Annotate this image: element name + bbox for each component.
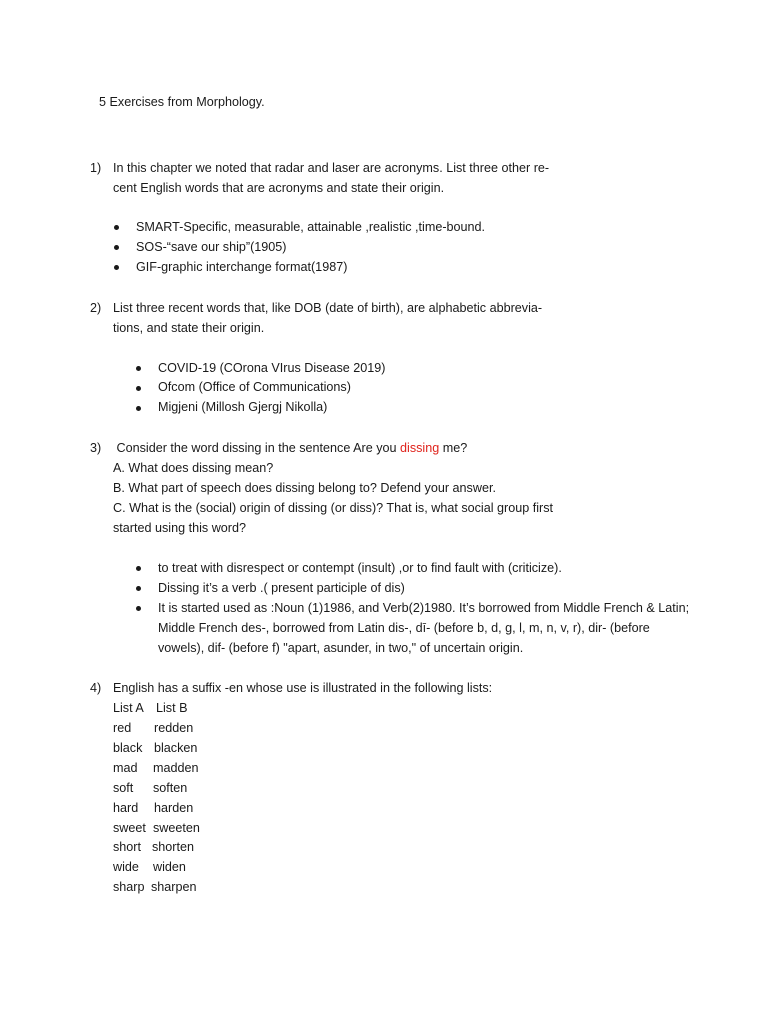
question-number: 1) <box>90 161 102 175</box>
list-b-header: List B <box>156 701 188 715</box>
bullet-icon <box>136 386 141 391</box>
list-a-word: sweet <box>113 821 146 835</box>
question-text-suffix: me? <box>439 441 468 455</box>
list-a-word: black <box>113 741 143 755</box>
question-text-line: tions, and state their origin. <box>113 321 265 335</box>
list-b-word: sharpen <box>151 880 197 894</box>
question-text-line: A. What does dissing mean? <box>113 461 274 475</box>
list-a-word: red <box>113 721 132 735</box>
list-b-word: harden <box>154 801 194 815</box>
list-item: Migjeni (Millosh Gjergj Nikolla) <box>158 400 328 414</box>
bullet-icon <box>114 265 119 270</box>
question-number: 3) <box>90 441 102 455</box>
list-b-word: redden <box>154 721 194 735</box>
question-text-line: In this chapter we noted that radar and laser are acronyms. List three other re- <box>113 161 550 175</box>
question-number: 4) <box>90 681 102 695</box>
list-item: SMART-Specific, measurable, attainable ,realistic ,time-bound. <box>136 220 486 234</box>
list-b-word: sweeten <box>153 821 200 835</box>
list-b-word: widen <box>153 860 186 874</box>
bullet-icon <box>136 406 141 411</box>
list-item: Dissing it’s a verb .( present participle of dis) <box>158 581 405 595</box>
list-item-continuation: vowels), dif- (before f) "apart, asunder, in two," of uncertain origin. <box>158 641 524 655</box>
list-item: COVID-19 (COrona VIrus Disease 2019) <box>158 361 386 375</box>
list-b-word: soften <box>153 781 188 795</box>
bullet-icon <box>136 606 141 611</box>
question-text-line: English has a suffix -en whose use is illustrated in the following lists: <box>113 681 493 695</box>
question-text-line: started using this word? <box>113 521 247 535</box>
list-a-header: List A <box>113 701 144 715</box>
question-text-line: List three recent words that, like DOB (date of birth), are alphabetic abbrevia- <box>113 301 543 315</box>
bullet-icon <box>114 225 119 230</box>
list-b-word: shorten <box>152 840 195 854</box>
list-a-word: sharp <box>113 880 145 894</box>
list-a-word: hard <box>113 801 139 815</box>
question-text-line: cent English words that are acronyms and state their origin. <box>113 181 445 195</box>
question-text-line: C. What is the (social) origin of dissing (or diss)? That is, what social group first <box>113 501 554 515</box>
list-a-word: short <box>113 840 141 854</box>
bullet-icon <box>136 366 141 371</box>
question-text-line <box>113 440 467 456</box>
bullet-icon <box>136 566 141 571</box>
list-item: to treat with disrespect or contempt (insult) ,or to find fault with (criticize). <box>158 561 562 575</box>
list-b-word: madden <box>153 761 199 775</box>
list-b-word: blacken <box>154 741 198 755</box>
list-item-continuation: Middle French des-, borrowed from Latin dis-, dī- (before b, d, g, l, m, n, v, r), dir- (before <box>158 621 650 635</box>
list-item: Ofcom (Office of Communications) <box>158 380 351 394</box>
list-item: GIF-graphic interchange format(1987) <box>136 260 348 274</box>
question-text-prefix: Consider the word dissing in the sentence Are you <box>113 441 401 455</box>
question-number: 2) <box>90 301 102 315</box>
bullet-icon <box>136 586 141 591</box>
list-a-word: wide <box>113 860 139 874</box>
highlighted-word: dissing <box>400 441 440 455</box>
bullet-icon <box>114 245 119 250</box>
document-title: 5 Exercises from Morphology. <box>99 95 265 109</box>
list-a-word: mad <box>113 761 138 775</box>
list-item: SOS-“save our ship”(1905) <box>136 240 287 254</box>
list-a-word: soft <box>113 781 134 795</box>
question-text-line: B. What part of speech does dissing belong to? Defend your answer. <box>113 481 496 495</box>
list-item: It is started used as :Noun (1)1986, and Verb(2)1980. It’s borrowed from Middle French & Latin; <box>158 601 690 615</box>
